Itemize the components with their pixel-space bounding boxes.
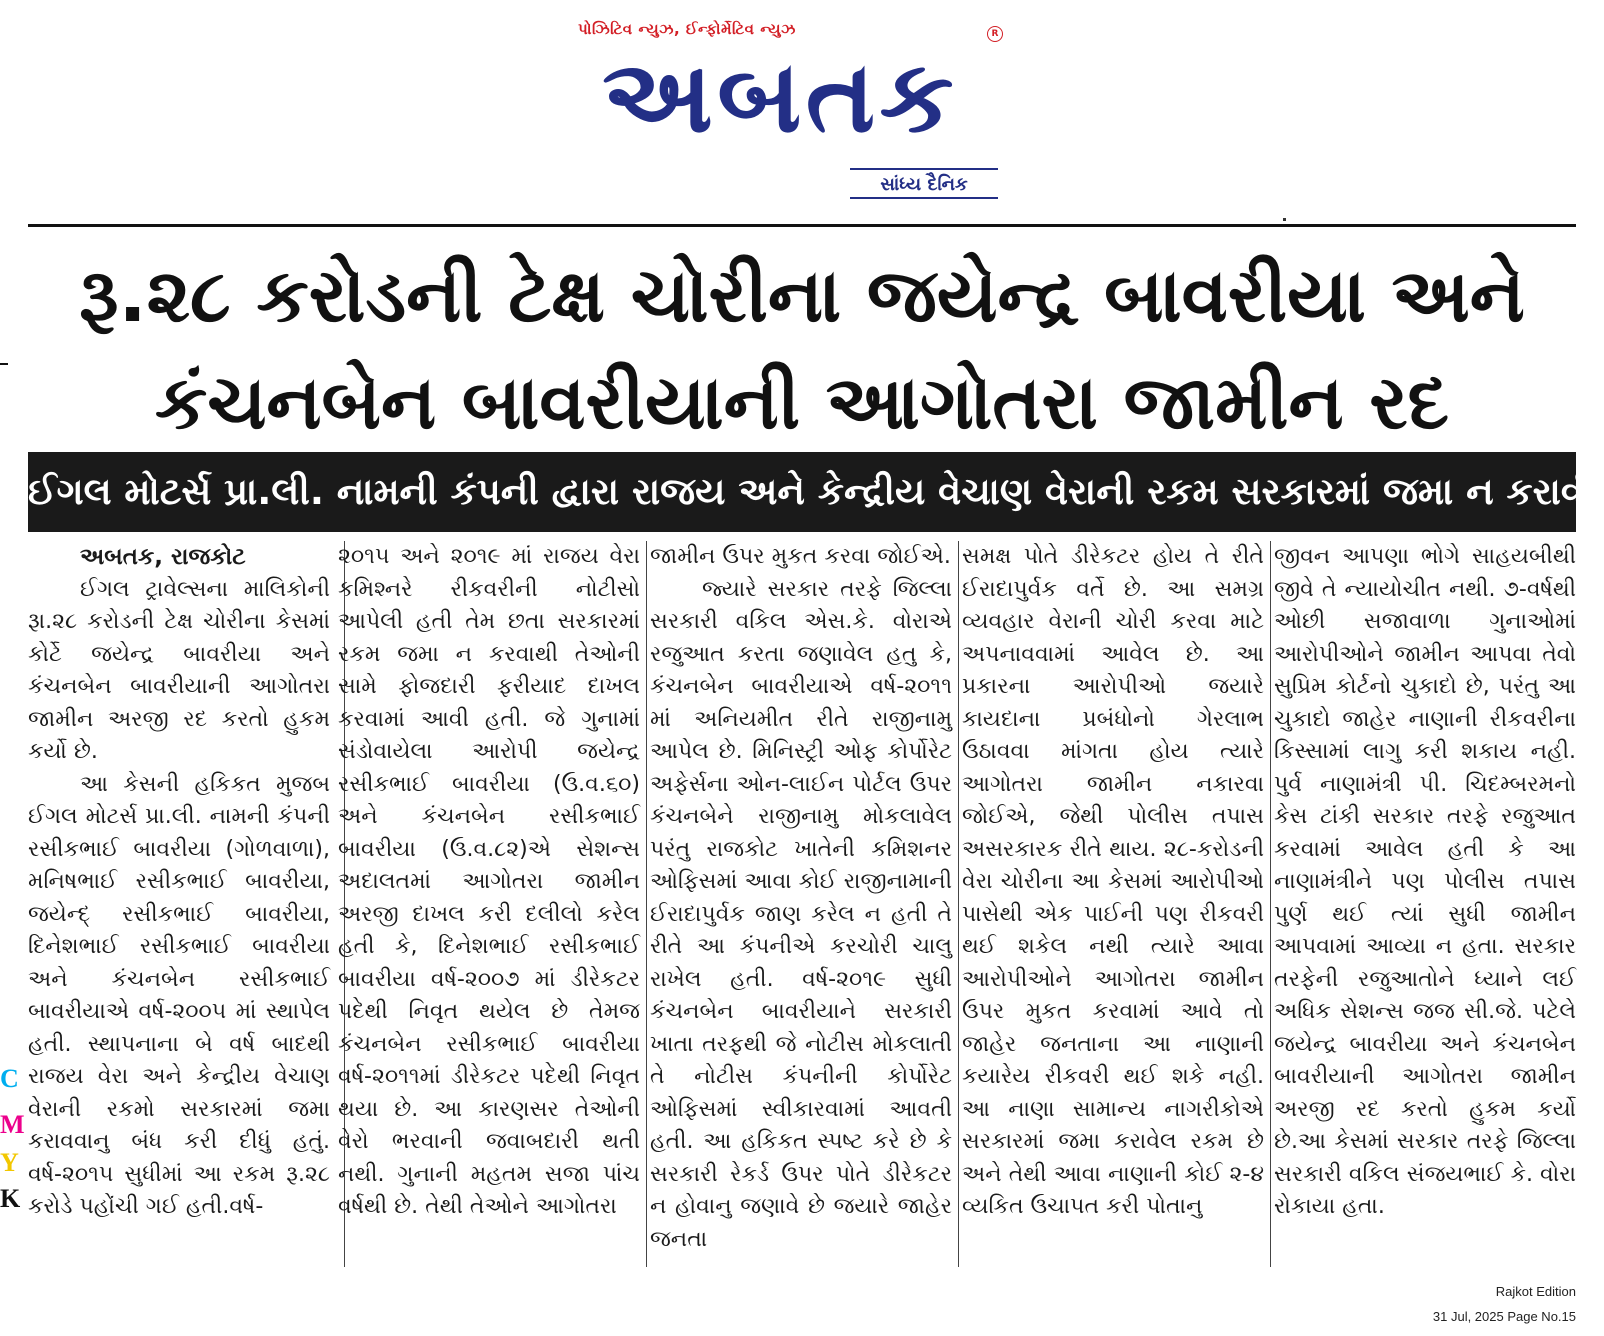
masthead-tagline: પોઝિટિવ ન્યુઝ, ઈન્ફોર્મેટિવ ન્યુઝ xyxy=(578,20,796,38)
registration-mark-magenta: M xyxy=(0,1110,25,1139)
masthead-rule-bottom xyxy=(850,197,998,199)
footer-date-page: 31 Jul, 2025 Page No.15 xyxy=(1432,1309,1576,1324)
article-dateline: અબતક, રાજકોટ xyxy=(80,544,246,570)
column-separator xyxy=(1270,541,1271,1267)
article-column-1 xyxy=(28,541,330,1224)
column-1-paragraph-2: આ કેસની હકિકત મુજબ ઈગલ મોટર્સ પ્રા.લી. નામની કંપની રસીકભાઈ બાવરીયા (ગોળવાળા), મનિષભાઈ રસીકભાઈ બાવરીયા, જયેન્દ્ રસીકભાઈ બાવરીયા, દિનેશભાઈ રસીકભાઈ બાવરીયા અને કંચનબેન રસીકભાઈ બાવરીયાએ વર્ષ-૨૦૦૫ માં સ્થાપેલ હતી. સ્થાપનાના બે વર્ષ બાદથી રાજય વેરા અને કેન્દ્રીય વેચાણ વેરાની રકમો સરકારમાં જમા કરાવવાનુ બંધ કરી દીધું હતું. વર્ષ-૨૦૧૫ સુધીમાં આ રકમ રૂ.૨૮ કરોડે પહોંચી ગઈ હતી.વર્ષ- xyxy=(28,771,330,1219)
column-4-paragraph-1: સમક્ષ પોતે ડીરેકટર હોય તે રીતે ઈરાદાપુર્વક વર્તે છે. આ સમગ્ર વ્યવહાર વેરાની ચોરી કરવા માટે અપનાવવામાં આવેલ છે. આ પ્રકારના આરોપીઓ જયારે કાયદાના પ્રબંધોનો ગેરલાભ ઉઠાવવા માંગતા હોય ત્યારે આગોતરા જામીન નકારવા જોઈએ, જેથી પોલીસ તપાસ અસરકારક રીતે થાય. ૨૮-કરોડની વેરા ચોરીના આ કેસમાં આરોપીઓ પાસેથી એક પાઈની પણ રીકવરી થઈ શકેલ નથી ત્યારે આવા આરોપીઓને આગોતરા જામીન ઉપર મુકત કરવામાં આવે તો જાહેર જનતાના આ નાણાની કયારેય રીકવરી થઈ શકે નહી. આ નાણા સામાન્ય નાગરીકોએ સરકારમાં જમા કરાવેલ રકમ છે અને તેથી આવા નાણાની કોઈ ૨-૪ વ્યકિત ઉચાપત કરી પોતાનુ xyxy=(962,544,1264,1219)
article-column-4 xyxy=(962,541,1264,1224)
column-3-paragraph-1: જામીન ઉપર મુકત કરવા જોઈએ. xyxy=(650,544,951,569)
registered-mark-icon: R xyxy=(987,26,1003,42)
column-5-paragraph-1: જીવન આપણા ભોગે સાહયબીથી જીવે તે ન્યાયોચીત નથી. ૭-વર્ષથી ઓછી સજાવાળા ગુનાઓમાં આરોપીઓને જામીન આપવા તેવો સુપ્રિમ કોર્ટનો ચુકાદો છે, પરંતુ આ ચુકાદો જાહેર નાણાની રીકવરીના કિસ્સામાં લાગુ કરી શકાય નહી. પુર્વ નાણામંત્રી પી. ચિદમ્બરમનો કેસ ટાંકી સરકાર તરફે રજુઆત કરવામાં આવેલ હતી કે આ નાણામંત્રીને પણ પોલીસ તપાસ પુર્ણ થઈ ત્યાં સુધી જામીન આપવામાં આવ્યા ન હતા. સરકાર તરફેની રજુઆતોને ધ્યાને લઈ અધિક સેશન્સ જજ સી.જે. પટેલે જયેન્દ્ર બાવરીયા અને કંચનબેન બાવરીયાની આગોતરા જામીન અરજી રદ કરતો હુકમ કર્યો છે.આ કેસમાં સરકાર તરફે જિલ્લા સરકારી વકિલ સંજયભાઈ કે. વોરા રોકાયા હતા. xyxy=(1274,544,1576,1219)
masthead-subtitle: સાંધ્ય દૈનિક xyxy=(880,174,968,195)
page-divider xyxy=(28,224,1576,227)
column-separator xyxy=(958,541,959,1267)
newspaper-logo: અબતક xyxy=(602,38,958,155)
column-2-paragraph-1: ૨૦૧૫ અને ૨૦૧૯ માં રાજય વેરા કમિશ્નરે રીકવરીની નોટીસો આપેલી હતી તેમ છતા સરકારમાં રકમ જમા ન કરવાથી તેઓની સામે ફોજદારી ફરીયાદ દાખલ કરવામાં આવી હતી. જે ગુનામાં સંડોવાયેલા આરોપી જયેન્દ્ર રસીકભાઈ બાવરીયા (ઉ.વ.૬૦) અને કંચનબેન રસીકભાઈ બાવરીયા (ઉ.વ.૮૨)એ સેશન્સ અદાલતમાં આગોતરા જામીન અરજી દાખલ કરી દલીલો કરેલ હતી કે, દિનેશભાઈ રસીકભાઈ બાવરીયા વર્ષ-૨૦૦૭ માં ડીરેકટર પદેથી નિવૃત થયેલ છે તેમજ કંચનબેન રસીકભાઈ બાવરીયા વર્ષ-૨૦૧૧માં ડીરેકટર પદેથી નિવૃત થયા છે. આ કારણસર તેઓની વેરો ભરવાની જવાબદારી થતી નથી. ગુનાની મહતમ સજા પાંચ વર્ષથી છે. તેથી તેઓને આગોતરા xyxy=(338,544,640,1219)
registration-mark-black: K xyxy=(0,1184,21,1213)
deck-banner: ઈગલ મોટર્સ પ્રા.લી. નામની કંપની દ્વારા રાજય અને કેન્દ્રીય વેચાણ વેરાની રકમ સરકારમાં જમા ન કરાવી xyxy=(28,452,1576,532)
headline-line-2: કંચનબેન બાવરીયાની આગોતરા જામીન રદ xyxy=(154,360,1449,446)
article-column-2 xyxy=(338,541,640,1224)
column-3-paragraph-2: જ્યારે સરકાર તરફે જિલ્લા સરકારી વકિલ એસ.કે. વોરાએ રજુઆત કરતા જણાવેલ હતુ કે, કંચનબેન બાવરીયાએ વર્ષ-૨૦૧૧ માં અનિયમીત રીતે રાજીનામુ આપેલ છે. મિનિસ્ટ્રી ઓફ કોર્પોરેટ અફેર્સના ઓન-લાઈન પોર્ટલ ઉપર કંચનબેને રાજીનામુ મોકલાવેલ પરંતુ રાજકોટ ખાતેની કમિશનર ઓફિસમાં આવા કોઈ રાજીનામાની ઈરાદાપુર્વક જાણ કરેલ ન હતી તે રીતે આ કંપનીએ કરચોરી ચાલુ રાખેલ હતી. વર્ષ-૨૦૧૯ સુધી કંચનબેન બાવરીયાને સરકારી ખાતા તરફથી જે નોટીસ મોકલાતી તે નોટીસ કંપનીની કોર્પોરેટ ઓફિસમાં સ્વીકારવામાં આવતી હતી. આ હકિકત સ્પષ્ટ કરે છે કે સરકારી રેકર્ડ ઉપર પોતે ડીરેકટર ન હોવાનુ જણાવે છે જયારે જાહેર જનતા xyxy=(650,576,952,1252)
print-dot xyxy=(1283,218,1286,221)
column-separator xyxy=(646,541,647,1267)
masthead xyxy=(560,16,1020,206)
article-column-3 xyxy=(650,541,952,1256)
crop-mark xyxy=(0,363,8,365)
registration-mark-cyan: C xyxy=(0,1064,19,1093)
registration-mark-yellow: Y xyxy=(0,1148,19,1177)
masthead-rule-top xyxy=(850,168,998,170)
headline-line-1: રૂ.૨૮ કરોડની ટેક્ષ ચોરીના જયેન્દ્ર બાવરીયા અને xyxy=(79,253,1525,339)
column-1-paragraph-1: ઈગલ ટ્રાવેલ્સના માલિકોની રૂા.૨૮ કરોડની ટેક્ષ ચોરીના કેસમાં કોર્ટે જયેન્દ્ર બાવરીયા અને કંચનબેન બાવરીયાની આગોતરા જામીન અરજી રદ કરતો હુકમ કર્યો છે. xyxy=(28,576,330,764)
article-column-5 xyxy=(1274,541,1576,1224)
footer-edition: Rajkot Edition xyxy=(1495,1284,1576,1299)
